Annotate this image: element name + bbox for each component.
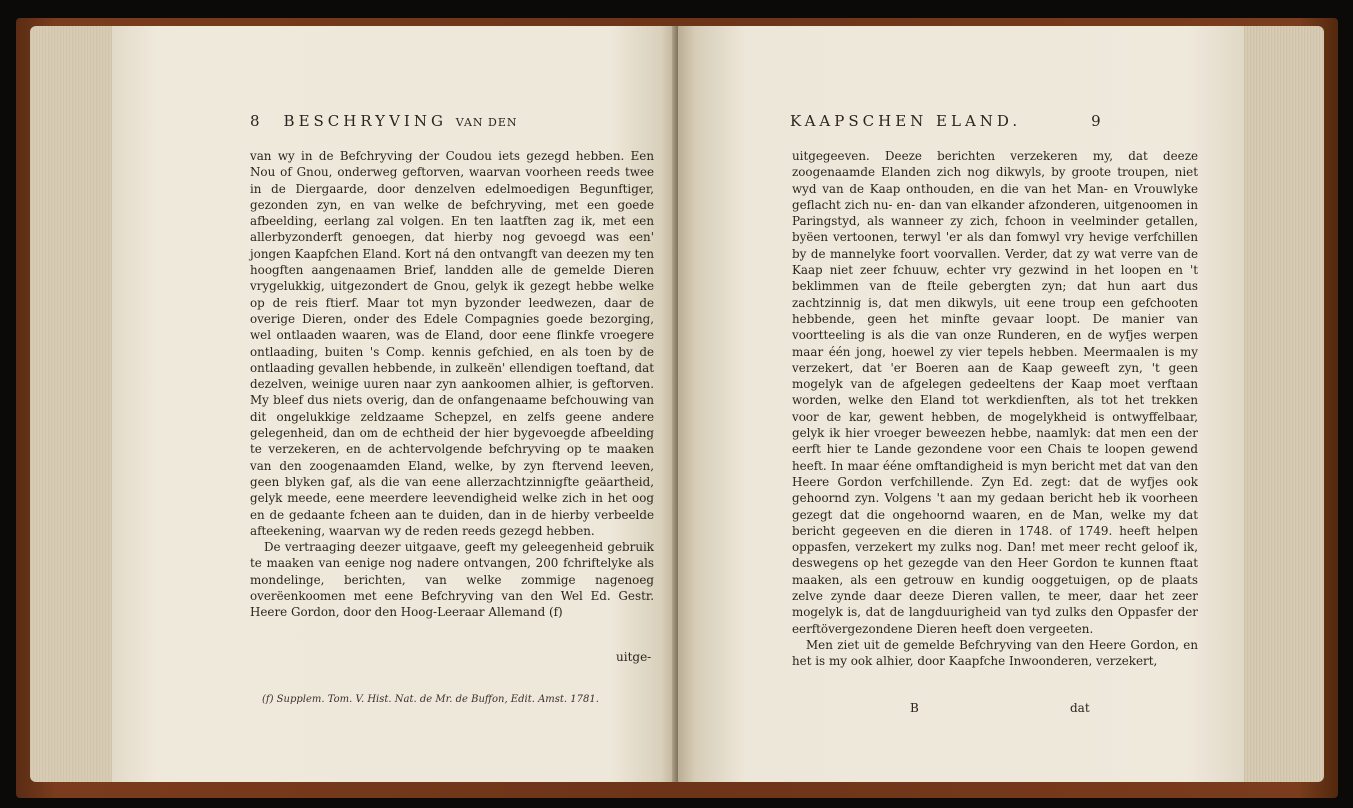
right-page xyxy=(678,26,1244,782)
right-paragraph-2: Men ziet uit de gemelde Befchryving van den Heere Gordon, en het is my ook alhier, door Kaapfche Inwoonderen, verzekert, xyxy=(792,637,1198,669)
right-body-text xyxy=(792,148,1198,670)
left-running-head xyxy=(250,112,518,136)
left-page-number: 8 xyxy=(250,112,260,130)
right-running-head xyxy=(790,112,1101,136)
right-signature-mark: B xyxy=(910,701,919,715)
left-running-title-small: VAN DEN xyxy=(455,116,518,129)
left-paragraph-2: De vertraaging deezer uitgaave, geeft my geleegenheid gebruik te maaken van eenige nog nadere ontvangen, 200 fchriftelyke als mondelinge, berichten, van welke zommige nagenoeg overëenkoomen met eene Befchryving van den Wel Ed. Gestr. Heere Gordon, door den Hoog-Leeraar Allemand (f) xyxy=(250,540,654,620)
left-body-text xyxy=(250,148,654,621)
left-page xyxy=(112,26,678,782)
left-footnote: (f) Supplem. Tom. V. Hist. Nat. de Mr. de Buffon, Edit. Amst. 1781. xyxy=(262,694,599,705)
left-paragraph-1: van wy in de Befchryving der Coudou iets gezegd hebben. Een Nou of Gnou, onderweg geftorven, waarvan voorheen reeds twee in de Diergaarde, door denzelven edelmoedigen Begunftiger, gezonden zyn, en van welke de befchryving, met een goede afbeelding, eerlang zal volgen. En ten laatften zag ik, met een allerbyzonderft genoegen, dat hierby nog gevoegd was een' jongen Kaapfchen Eland. Kort ná den ontvangft van deezen my ten hoogften aangenaamen Brief, landden alle de gemelde Dieren vrygelukkig, uitgezondert de Gnou, gelyk ik gezegt hebbe welke op de reis ftierf. Maar tot myn byzonder leedwezen, daar de overige Dieren, onder des Edele Compagnies goede bezorging, wel ontlaaden waaren, was de Eland, door eene flinkfe vroegere ontlaading, buiten 's Comp. kennis gefchied, en als toen by de ontlaading gevallen hebbende, in zulkeën' ellendigen toeftand, dat dezelven, weinige uuren naar zyn aankoomen alhier, is geftorven. My bleef dus niets overig, dan de onfangenaame befchouwing van dit ongelukkige zeldzaame Schepzel, en zelfs geene andere gelegenheid, dan om de echtheid der hier bygevoegde afbeelding te verzekeren, en de achtervolgende befchryving op te maaken van den zoogenaamden Eland, welke, by zyn ftervend leeven, geen blyken gaf, als die van eene allerzachtzinnigfte geäartheid, gelyk meede, eene meerdere leevendigheid welke zich in het oog en de gedaante fcheen aan te duiden, dan in de hierby verbeelde afteekening, waarvan wy de reden reeds gezegd hebben. xyxy=(250,149,654,538)
left-running-title: BESCHRYVING xyxy=(283,112,447,130)
right-running-title: KAAPSCHEN ELAND. xyxy=(790,112,1022,130)
right-paragraph-1: uitgegeeven. Deeze berichten verzekeren my, dat deeze zoogenaamde Elanden zich nog dikwyls, by groote troupen, niet wyd van de Kaap onthouden, en die van het Man- en Vrouwlyke geflacht zich nu- en- dan van elkander afzonderen, uitgenoomen in Paringstyd, als wanneer zy zich, fchoon in veelminder getallen, byëen vertoonen, terwyl 'er als dan fomwyl vry hevige verfchillen by de mannelyke foort voorvallen. Verder, dat zy wat verre van de Kaap niet zeer fchuuw, echter vry gezwind in het loopen en 't beklimmen van de fteile gebergten zyn; dat hun aart dus zachtzinnig is, dat men dikwyls, uit eene troup een gefchooten hebbende, geen het minfte gevaar loopt. De manier van voortteeling is als die van onze Runderen, en de wyfjes werpen maar één jong, hoewel zy vier tepels hebben. Meermaalen is my verzekert, dat 'er Boeren aan de Kaap geweeft zyn, 't geen mogelyk van de afgelegen gedeeltens der Kaap moet verftaan worden, welke den Eland tot werkdienften, als tot het trekken voor de kar, gewent hebben, de mogelykheid is ontwyffelbaar, gelyk ik hier vroeger beweezen hebbe, naamlyk: dat men een der eerft hier te Lande gezondene voor een Chais te loopen gewend heeft. In maar ééne omftandigheid is myn bericht met dat van den Heere Gordon verfchillende. Zyn Ed. zegt: dat de wyfjes ook gehoornd zyn. Volgens 't aan my gedaan bericht heb ik voorheen gezegt dat die ongehoornd waaren, en de Man, welke my dat bericht gegeeven en die dieren in 1748. of 1749. heeft helpen oppasfen, verzekert my zulks nog. Dan! met meer recht geloof ik, deswegens op het gezegde van den Heer Gordon te kunnen ftaat maaken, als een getrouw en kundig ooggetuigen, op de plaats zelve zynde daar deeze Dieren vallen, te meer, daar het zeer mogelyk is, dat de langduurigheid van tyd zulks den Oppasfer der eerftövergezondene Dieren heeft doen vergeeten. xyxy=(792,149,1198,636)
right-catchword: dat xyxy=(1070,701,1090,715)
right-page-number: 9 xyxy=(1091,112,1101,130)
left-catchword: uitge- xyxy=(616,650,652,664)
